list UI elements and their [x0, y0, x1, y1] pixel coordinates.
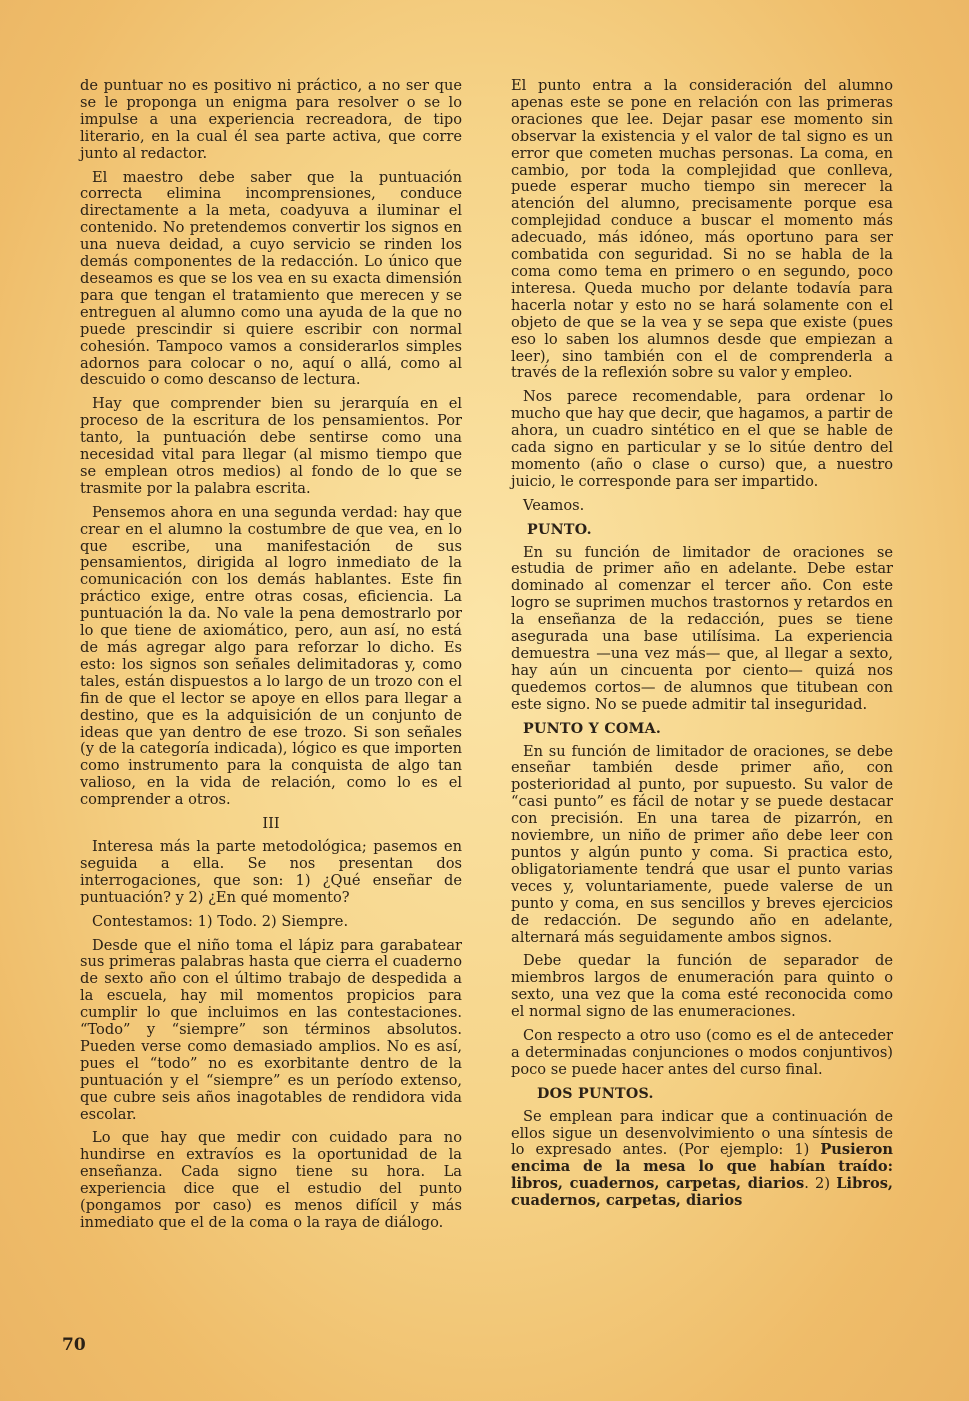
paragraph: Pensemos ahora en una segunda verdad: hay que crear en el alumno la costumbre de que vea, en lo que escribe, una manifestación de sus pensamientos, dirigida al logro inmediato de la comunicación con los demás hablantes. Este fin práctico exige, entre otras cosas, eficiencia. La puntuación la da. No vale la pena demostrarlo por lo que tiene de axiomático, pero, aun así, no está de más agregar algo para reforzar lo dicho. Es esto: los signos son señales delimitadoras y, como tales, están dispuestos a lo largo de un trozo con el fin de que el lector se apoye en ellos para llegar a destino, que es la adquisición de un conjunto de ideas que yan dentro de ese trozo. Si son señales (y de la categoría indicada), lógico es que importen como instrumento para la conquista de algo tan valioso, en la vida de relación, como lo es el comprender a otros. [80, 503, 462, 809]
paragraph: Debe quedar la función de separador de miembros largos de enumeración para quinto o sexto, una vez que la coma esté reconocida como el normal signo de las enumeraciones. [511, 952, 893, 1021]
paragraph: Con respecto a otro uso (como es el de anteceder a determinadas conjunciones o modos conjuntivos) poco se puede hacer antes del curso final. [511, 1027, 893, 1078]
paragraph: En su función de limitador de oraciones se estudia de primer año en adelante. Debe estar dominado al comenzar el tercer año. Con este logro se suprimen muchos trastornos y retardos en la enseñanza de la redacción, pues se tiene asegurada una base utilísima. La experiencia demuestra —una vez más— que, al llegar a sexto, hay aún un cincuenta por ciento— quizá nos quedemos cortos— de alumnos que titubean con este signo. No se puede admitir tal inseguridad. [511, 543, 893, 713]
paragraph [511, 1109, 893, 1210]
paragraph: de puntuar no es positivo ni práctico, a no ser que se le proponga un enigma para resolver o se lo impulse a una experiencia recreadora, de tipo literario, en la cual él sea parte activa, que corre junto al redactor. [80, 77, 462, 162]
section-heading-dos-puntos: DOS PUNTOS. [537, 1085, 654, 1102]
paragraph: El punto entra a la consideración del alumno apenas este se pone en relación con las primeras oraciones que lee. Dejar pasar ese momento sin observar la existencia y el valor de tal signo es un error que cometen muchas personas. La coma, en cambio, por toda la complejidad que conlleva, puede esperar mucho tiempo sin merecer la atención del alumno, precisamente porque esa complejidad conduce a buscar el momento más adecuado, más idóneo, más oportuno para ser combatida con seguridad. Si no se habla de la coma como tema en primero o en segundo, poco interesa. Queda mucho por delante todavía para hacerla notar y esto no se hará solamente con el objeto de que se la vea y se sepa que existe (pues eso lo saben los alumnos desde que empiezan a leer), sino también con el de comprenderla a través de la reflexión sobre su valor y empleo. [511, 77, 893, 382]
paragraph: En su función de limitador de oraciones, se debe enseñar también desde primer año, con posterioridad al punto, por supuesto. Su valor de “casi punto” es fácil de notar y se puede destacar con precisión. En una tarea de pizarrón, en noviembre, un niño de primer año debe leer con puntos y algún punto y coma. Si practica esto, obligatoriamente tendrá que usar el punto varias veces y, voluntariamente, puede valerse de un punto y coma, en sus sencillos y breves ejercicios de redacción. De segundo año en adelante, alternará más seguidamente ambos signos. [511, 742, 893, 946]
paragraph-text: . 2) [804, 1175, 837, 1193]
paragraph: El maestro debe saber que la puntuación correcta elimina incomprensiones, conduce directamente a la meta, coadyuva a iluminar el contenido. No pretendemos convertir los signos en una nueva deidad, a cuyo servicio se rinden los demás componentes de la redacción. Lo único que deseamos es que se los vea en su exacta dimensión para que tengan el tratamiento que merecen y se entreguen al alumno como una ayuda de la que no puede prescindir si quiere escribir con normal cohesión. Tampoco vamos a considerarlos simples adornos para colocar o no, aquí o allá, como al descuido o como descanso de lectura. [80, 168, 462, 389]
paragraph: Desde que el niño toma el lápiz para garabatear sus primeras palabras hasta que cierra el cuaderno de sexto año con el último trabajo de despedida a la escuela, hay mil momentos propicios para cumplir lo que incluimos en las contestaciones. “Todo” y “siempre” son términos absolutos. Pueden verse como demasiado amplios. No es así, pues el “todo” no es exorbitante dentro de la puntuación y el “siempre” es un período extenso, que cubre seis años inagotables de rendidora vida escolar. [80, 936, 462, 1123]
paragraph: Lo que hay que medir con cuidado para no hundirse en extravíos es la oportunidad de la enseñanza. Cada signo tiene su hora. La experiencia dice que el estudio del punto (pongamos por caso) es menos difícil y más inmediato que el de la coma o la raya de diálogo. [80, 1129, 462, 1231]
paragraph: Contestamos: 1) Todo. 2) Siempre. [92, 912, 349, 930]
section-heading-punto-y-coma: PUNTO Y COMA. [523, 720, 662, 737]
example-sentence-1: Pusieron encima de la mesa lo que habían traído: libros, cuadernos, carpetas, diarios [511, 1141, 893, 1193]
paragraph: Interesa más la parte metodológica; pasemos en seguida a ella. Se nos presentan dos interrogaciones, que son: 1) ¿Qué enseñar de puntuación? y 2) ¿En qué momento? [80, 837, 462, 906]
paragraph-text: Se emplean para indicar que a continuación de ellos sigue un desenvolvimiento o una síntesis de lo expresado antes. (Por ejemplo: 1) [511, 1107, 893, 1159]
page-number: 70 [62, 1335, 86, 1355]
section-heading-punto: PUNTO. [527, 521, 592, 538]
paragraph: Nos parece recomendable, para ordenar lo mucho que hay que decir, que hagamos, a partir de ahora, un cuadro sintético en el que se hable de cada signo en particular y se lo sitúe dentro del momento (año o clase o curso) que, a nuestro juicio, le corresponde para ser impartido. [511, 388, 893, 490]
right-column [511, 78, 893, 1217]
paragraph: Hay que comprender bien su jerarquía en el proceso de la escritura de los pensamientos. Por tanto, la puntuación debe sentirse como una necesidad vital para llegar (al mismo tiempo que se emplean otros medios) al fondo de lo que se trasmite por la palabra escrita. [80, 395, 462, 497]
left-column [80, 78, 462, 1239]
paragraph: Veamos. [523, 496, 585, 514]
example-sentence-2: Libros, cuadernos, carpetas, diarios [511, 1175, 893, 1210]
section-number: III [262, 815, 280, 833]
